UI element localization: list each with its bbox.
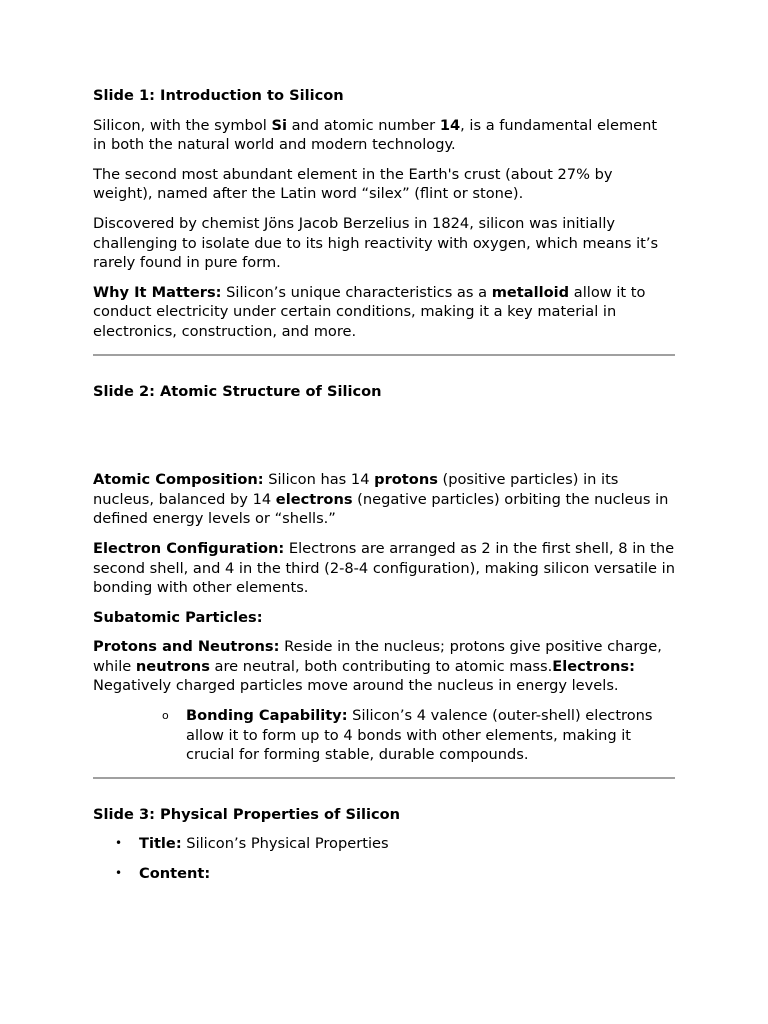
title-label: Title: — [139, 835, 182, 853]
blank-space — [93, 411, 675, 470]
protons-neutrons-label: Protons and Neutrons: — [93, 638, 280, 656]
neutrons-term: neutrons — [135, 657, 210, 675]
slide-1-paragraph-symbol: Silicon, with the symbol Si and atomic number 14, is a fundamental element in both the natural world and modern technology. — [93, 116, 658, 154]
slide-1-paragraph-why-it-matters: Why It Matters: Silicon’s unique characteristics as a metalloid allow it to conduct electricity under certain conditions, making it a key material in electronics, construction, and more. — [93, 283, 646, 340]
slide-1-paragraph-abundance: The second most abundant element in the Earth's crust (about 27% by weight), named after the Latin word “silex” (flint or stone). — [93, 165, 613, 203]
list-item: • Title: Silicon’s Physical Properties — [115, 835, 389, 853]
atomic-composition-paragraph: Atomic Composition: Silicon has 14 protons (positive particles) in its nucleus, balanced by 14 electrons (negative particles) orbiting the nucleus in defined energy levels or “shells.” — [93, 471, 669, 528]
why-it-matters-label: Why It Matters: — [93, 283, 222, 301]
slide-2-heading: Slide 2: Atomic Structure of Silicon — [93, 382, 382, 400]
list-item — [115, 864, 675, 884]
atomic-composition-label: Atomic Composition: — [93, 471, 264, 489]
slide-3-heading: Slide 3: Physical Properties of Silicon — [93, 805, 401, 823]
atomic-number: 14 — [439, 116, 461, 134]
bonding-capability-label: Bonding Capability: — [186, 707, 348, 725]
slide-3-bullet-list — [93, 834, 675, 883]
section-divider — [93, 354, 675, 356]
electrons-term: electrons — [275, 490, 353, 508]
metalloid-term: metalloid — [491, 283, 570, 301]
electrons-label: Electrons: — [552, 657, 635, 675]
symbol-si: Si — [271, 116, 287, 134]
electron-configuration-paragraph: Electron Configuration: Electrons are arranged as 2 in the first shell, 8 in the second shell, and 4 in the third (2-8-4 configuration), making silicon versatile in bonding with other elements. — [93, 539, 675, 597]
slide-1-heading: Slide 1: Introduction to Silicon — [93, 87, 344, 104]
section-divider — [93, 777, 675, 779]
bullet-icon: • — [115, 866, 123, 881]
bonding-sublist — [93, 706, 675, 765]
slide-1-paragraph-discovery: Discovered by chemist Jöns Jacob Berzelius in 1824, silicon was initially challenging to isolate due to its high reactivity with oxygen, which means it’s rarely found in pure form. — [93, 214, 659, 272]
subatomic-particles-heading: Subatomic Particles: — [93, 608, 263, 626]
document-body — [93, 86, 675, 894]
content-label: Content: — [139, 865, 211, 883]
list-item: o Bonding Capability: Silicon’s 4 valence (outer-shell) electrons allow it to form up to 4 bonds with other elements, making it crucial for forming stable, durable compounds. — [162, 707, 653, 764]
bullet-icon: • — [115, 836, 123, 851]
electron-configuration-label: Electron Configuration: — [93, 539, 285, 557]
protons-term: protons — [374, 471, 438, 489]
circle-bullet-icon: o — [162, 709, 169, 723]
particles-paragraph: Protons and Neutrons: Reside in the nucleus; protons give positive charge, while neutrons are neutral, both contributing to atomic mass.Electrons: Negatively charged particles move around the nucleus in energy levels. — [93, 638, 662, 695]
